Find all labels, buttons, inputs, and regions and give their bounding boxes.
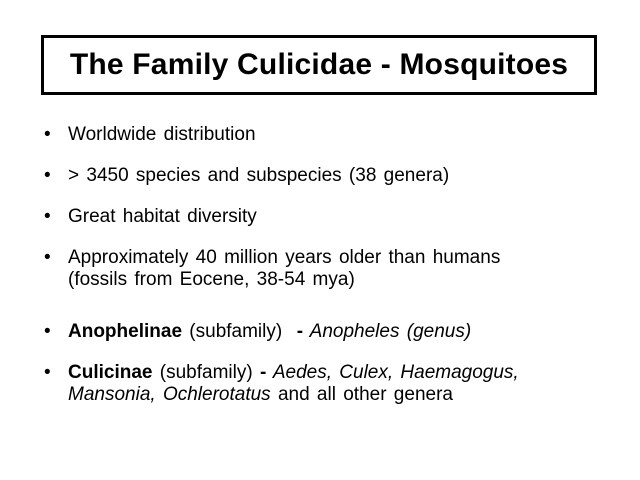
rank-label: (subfamily) [152, 362, 260, 383]
bullet-list [40, 124, 610, 406]
bullet-text: Worldwide distribution [68, 124, 256, 145]
bullet-dot-icon: • [44, 321, 51, 342]
subfamily-name: Anophelinae [68, 321, 183, 342]
bullet-text-line2: (fossils from Eocene, 38-54 mya) [68, 269, 355, 290]
separator-dash: - [296, 321, 304, 342]
rank-label: (subfamily) [182, 321, 297, 342]
separator-dash: - [259, 362, 267, 383]
bullet-text-line1: Approximately 40 million years older than humans [68, 247, 501, 268]
slide-title: The Family Culicidae - Mosquitoes [69, 48, 569, 81]
bullet-item [40, 165, 610, 187]
bullet-dot-icon: • [44, 247, 51, 268]
bullet-dot-icon: • [44, 362, 51, 383]
bullet-tail-text: and all other genera [270, 384, 453, 405]
bullet-text: Great habitat diversity [68, 206, 257, 227]
genera-list-line2: Mansonia, Ochlerotatus [68, 384, 271, 405]
bullet-item [40, 124, 610, 146]
bullet-item [40, 247, 610, 291]
title-box [41, 35, 597, 95]
bullet-item [40, 206, 610, 228]
bullet-dot-icon: • [44, 124, 51, 145]
subfamily-name: Culicinae [68, 362, 153, 383]
genus-name: Anopheles (genus) [303, 321, 472, 342]
bullet-dot-icon: • [44, 165, 51, 186]
bullet-item [40, 321, 610, 343]
bullet-dot-icon: • [44, 206, 51, 227]
bullet-text: > 3450 species and subspecies (38 genera) [68, 165, 450, 186]
genera-list: Aedes, Culex, Haemagogus, [266, 362, 519, 383]
bullet-item [40, 362, 610, 406]
